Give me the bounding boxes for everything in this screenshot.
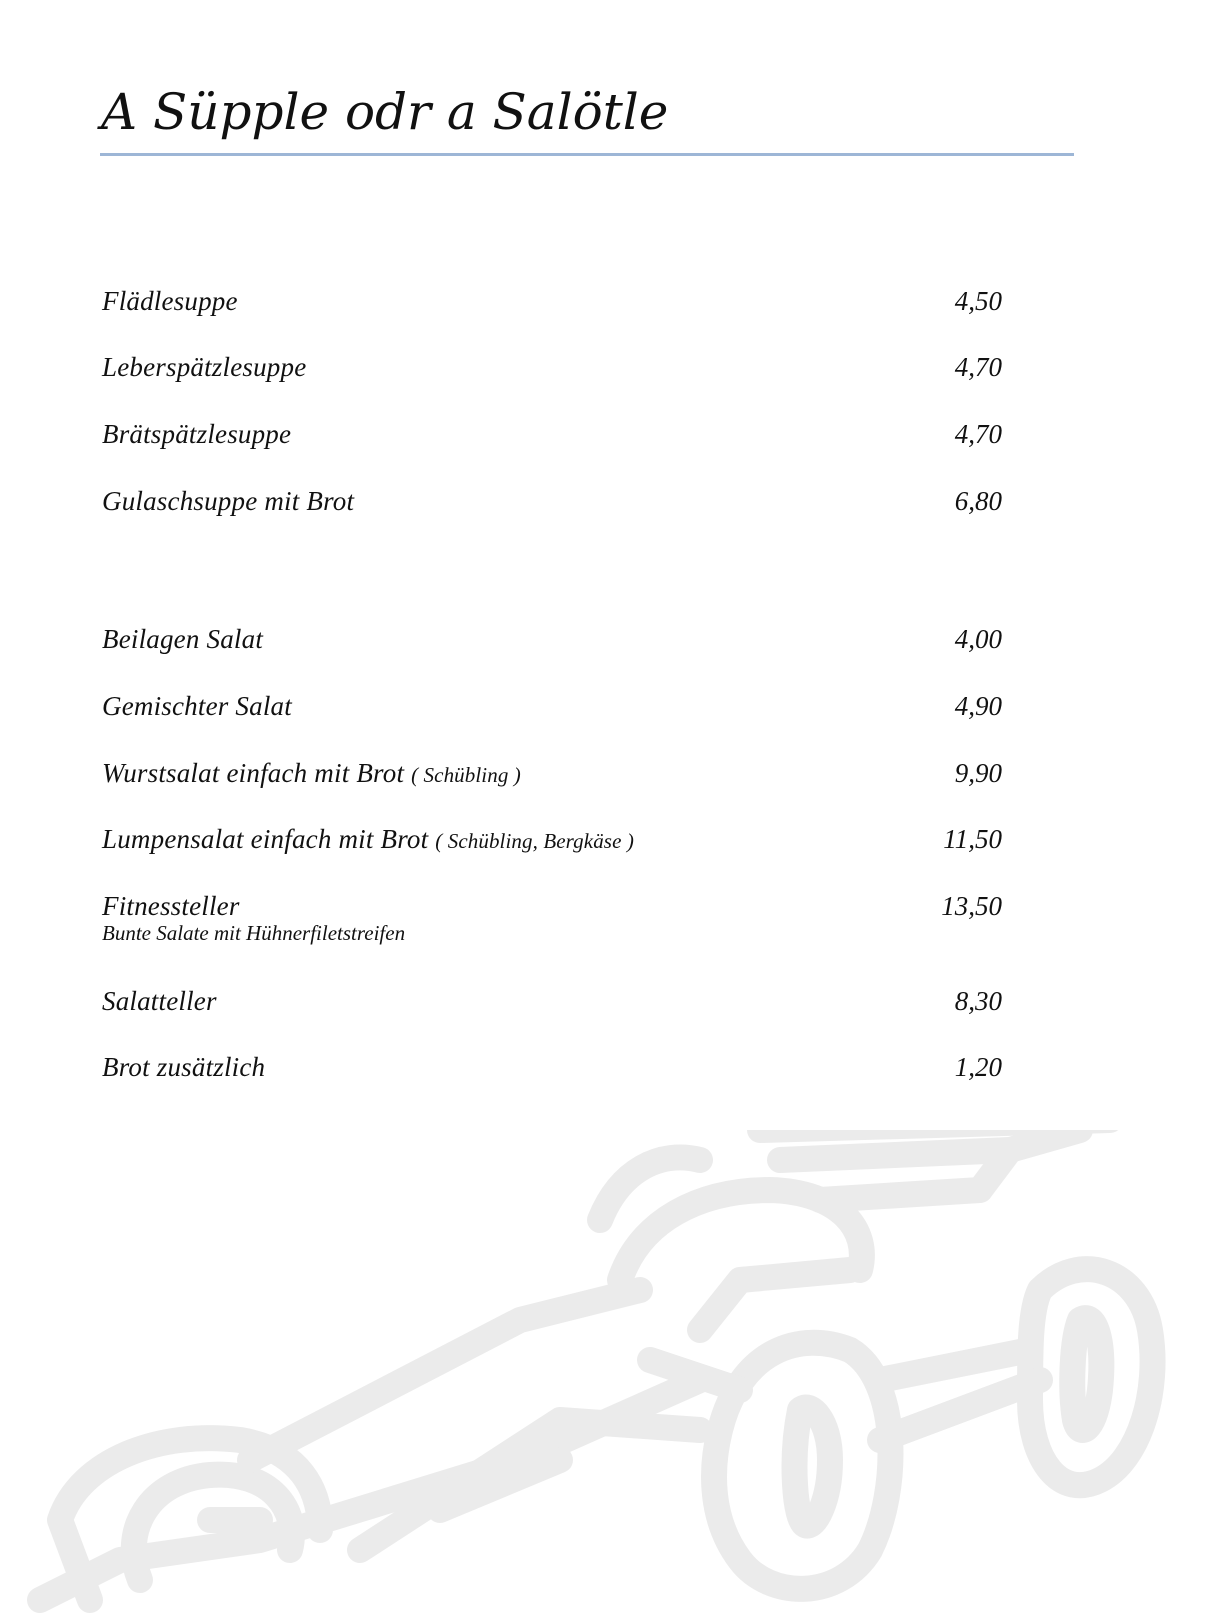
menu-item-name xyxy=(102,756,521,792)
menu-item-price: 4,90 xyxy=(954,691,1002,721)
menu-item-flaedlesuppe xyxy=(102,284,1002,324)
menu-item-name: Beilagen Salat xyxy=(102,624,264,654)
menu-item-name: Leberspätzlesuppe xyxy=(102,352,307,382)
menu-item-lumpensalat xyxy=(102,822,1002,862)
menu-item-price: 11,50 xyxy=(943,824,1002,854)
menu-item-price: 8,30 xyxy=(954,986,1002,1016)
menu-item-name: Flädlesuppe xyxy=(102,286,238,316)
menu-item-salatteller xyxy=(102,984,1002,1024)
menu-item-price: 6,80 xyxy=(954,486,1002,516)
menu-item-subtitle: Bunte Salate mit Hühnerfiletstreifen xyxy=(102,921,406,945)
menu-item-fitnessteller xyxy=(102,889,1002,955)
menu-item-wurstsalat xyxy=(102,756,1002,796)
race-car-watermark-icon xyxy=(0,1130,1222,1624)
menu-item-price: 1,20 xyxy=(954,1052,1002,1082)
menu-item-name: Salatteller xyxy=(102,986,217,1016)
menu-item-leberspaetzlesuppe xyxy=(102,350,1002,390)
menu-item-price: 4,00 xyxy=(954,624,1002,654)
page-title: A Süpple odr a Salötle xyxy=(101,83,669,141)
title-underline xyxy=(100,153,1074,156)
menu-item-price: 13,50 xyxy=(941,891,1002,921)
menu-item-gulaschsuppe xyxy=(102,484,1002,524)
menu-item-brot-zusaetzlich xyxy=(102,1050,1002,1090)
menu-item-price: 4,50 xyxy=(954,286,1002,316)
menu-item-gemischter-salat xyxy=(102,689,1002,729)
menu-item-name-text: Lumpensalat einfach mit Brot xyxy=(102,824,429,854)
menu-item-price: 9,90 xyxy=(954,758,1002,788)
menu-item-name: Brot zusätzlich xyxy=(102,1052,266,1082)
menu-item-name: Fitnessteller xyxy=(102,891,240,921)
menu-item-name: Gulaschsuppe mit Brot xyxy=(102,486,355,516)
menu-item-price: 4,70 xyxy=(954,419,1002,449)
menu-item-name-text: Wurstsalat einfach mit Brot xyxy=(102,758,405,788)
menu-item-note: ( Schübling, Bergkäse ) xyxy=(435,829,634,853)
menu-item-beilagen-salat xyxy=(102,622,1002,662)
menu-item-note: ( Schübling ) xyxy=(411,763,521,787)
menu-item-name: Brätspätzlesuppe xyxy=(102,419,292,449)
menu-item-price: 4,70 xyxy=(954,352,1002,382)
menu-item-braetspaetzlesuppe xyxy=(102,417,1002,457)
menu-item-name xyxy=(102,822,634,858)
menu-item-name: Gemischter Salat xyxy=(102,691,292,721)
